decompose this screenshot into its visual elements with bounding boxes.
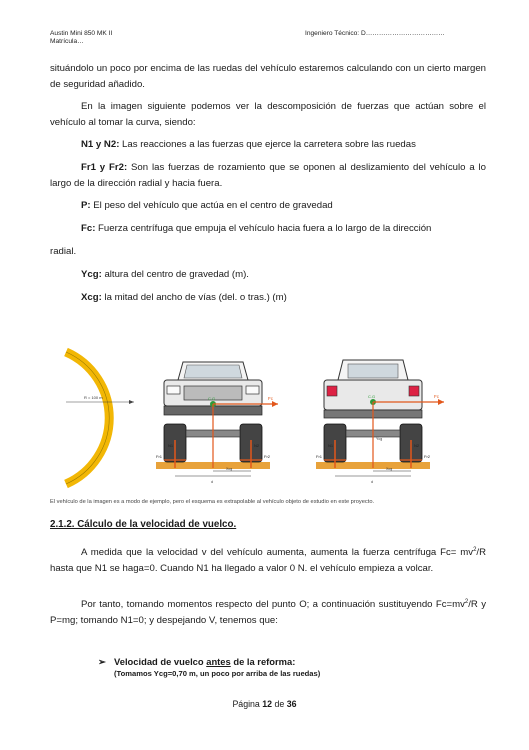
definition-text: altura del centro de gravedad (m). (101, 269, 249, 280)
front-fr2-label: Fr2 (264, 454, 270, 459)
definition-term: Xcg: (81, 292, 102, 303)
definition-fc (50, 221, 486, 237)
paragraph-2: En la imagen siguiente podemos ver la descomposición de fuerzas que actúan sobre el vehículo al tomar la curva, siendo: (50, 101, 486, 128)
curve-diagram (66, 352, 134, 484)
rear-fc-arrow-icon (438, 399, 444, 405)
bullet-text-end: de la reforma: (230, 656, 296, 667)
front-fc-label: Fc (268, 396, 273, 401)
front-windshield (184, 365, 242, 378)
section-heading: 2.1.2. Cálculo de la velocidad de vuelco. (50, 519, 237, 530)
definition-term: Fc: (81, 223, 96, 234)
superscript: 2 (464, 598, 469, 605)
definition-text: Fuerza centrífuga que empuja el vehículo hacia fuera a lo largo de la dirección (95, 223, 432, 234)
front-xcg-label: Xcg (226, 467, 233, 471)
section-paragraph-2 (50, 597, 486, 628)
right-headlight (246, 386, 259, 394)
force-diagram-figure (60, 340, 480, 490)
rear-fr1-label: Fr1 (316, 454, 322, 459)
page-total: 36 (286, 699, 297, 709)
definition-term: Ycg: (81, 269, 102, 280)
definition-text: Las reacciones a las fuerzas que ejerce la carretera sobre las ruedas (119, 139, 416, 150)
front-cg-label: C.G (208, 396, 216, 401)
vehicle-front-view (156, 362, 278, 484)
rear-fr2-label: Fr2 (424, 454, 430, 459)
bullet-arrow-icon: ➢ (98, 656, 106, 667)
rear-cg-label: C.G (368, 394, 376, 399)
page-number: 12 (262, 699, 273, 709)
header-engineer: Ingeniero Técnico: D……………………………… (305, 30, 445, 37)
definition-fr1-fr2 (50, 160, 486, 191)
definition-text: la mitad del ancho de vías (del. o tras.) (m) (101, 292, 287, 303)
bullet-item (98, 656, 295, 668)
vehicle-rear-view (316, 360, 444, 484)
footer-middle: de (272, 699, 287, 709)
definition-text: El peso del vehículo que actúa en el centro de gravedad (90, 200, 333, 211)
radius-arrow-icon (129, 400, 134, 404)
rear-n1-label: N1 (328, 443, 334, 448)
definition-term: Fr1 y Fr2: (81, 162, 128, 173)
definition-xcg (50, 290, 486, 306)
bullet-subtext: (Tomamos Ycg=0,70 m, un poco por arriba de las ruedas) (114, 669, 321, 678)
section-paragraph-2-text: Por tanto, tomando momentos respecto del punto O; a continuación sustituyendo Fc=mv (81, 599, 465, 610)
footer-prefix: Página (232, 699, 263, 709)
rear-ycg-label: Ycg (376, 437, 383, 441)
section-paragraph-2-text-end: /R y P=mg; tomando N1=0; y despejando V, tenemos que: (50, 599, 487, 626)
bullet-text: Velocidad de vuelco (114, 656, 207, 667)
road-curve-arc (66, 352, 109, 484)
definition-fc-cont (50, 244, 486, 260)
rear-window (348, 364, 398, 378)
definition-term: N1 y N2: (81, 139, 120, 150)
definition-text: Son las fuerzas de rozamiento que se oponen al deslizamiento del vehículo a lo largo de la dirección radial y hacia fuera. (50, 162, 486, 189)
definition-n1-n2 (50, 137, 486, 153)
front-fr1-label: Fr1 (156, 454, 162, 459)
header-plate: Matrícula… (50, 38, 84, 45)
front-n2-label: N2 (254, 443, 260, 448)
section-paragraph-1-text-end: /R hasta que N1 se haga=0. Cuando N1 ha llegado a valor 0 N. el vehículo empieza a volcar. (50, 547, 486, 574)
radius-label: R = 100 m (84, 395, 103, 400)
figure-caption: El vehículo de la imagen es a modo de ejemplo, pero el esquema es extrapolable al vehículo objeto de estudio en este proyecto. (50, 499, 375, 505)
rear-d-label: d (371, 480, 373, 484)
left-headlight (167, 386, 180, 394)
rear-fc-label: Fc (434, 394, 439, 399)
front-fc-arrow-icon (272, 401, 278, 407)
definition-term: P: (81, 200, 91, 211)
section-paragraph-1 (50, 545, 486, 576)
page-footer (0, 699, 529, 709)
definition-ycg (50, 267, 486, 283)
front-n1-label: N1 (168, 443, 174, 448)
paragraph-1: situándolo un poco por encima de las ruedas del vehículo estaremos calculando con un cierto margen de seguridad añadido. (50, 63, 486, 90)
section-paragraph-1-text: A medida que la velocidad v del vehículo aumenta, aumenta la fuerza centrífuga Fc= mv (81, 547, 474, 558)
bullet-underlined-text: antes (206, 656, 231, 667)
rear-left-light (327, 386, 337, 396)
front-d-label: d (211, 480, 213, 484)
definition-p (50, 198, 486, 214)
superscript: 2 (473, 546, 477, 553)
rear-n2-label: N2 (414, 443, 420, 448)
header-left (50, 30, 112, 46)
definition-text: radial. (50, 246, 77, 257)
rear-xcg-label: Xcg (386, 467, 393, 471)
rear-right-light (409, 386, 419, 396)
header-vehicle: Austin Mini 850 MK II (50, 30, 113, 37)
